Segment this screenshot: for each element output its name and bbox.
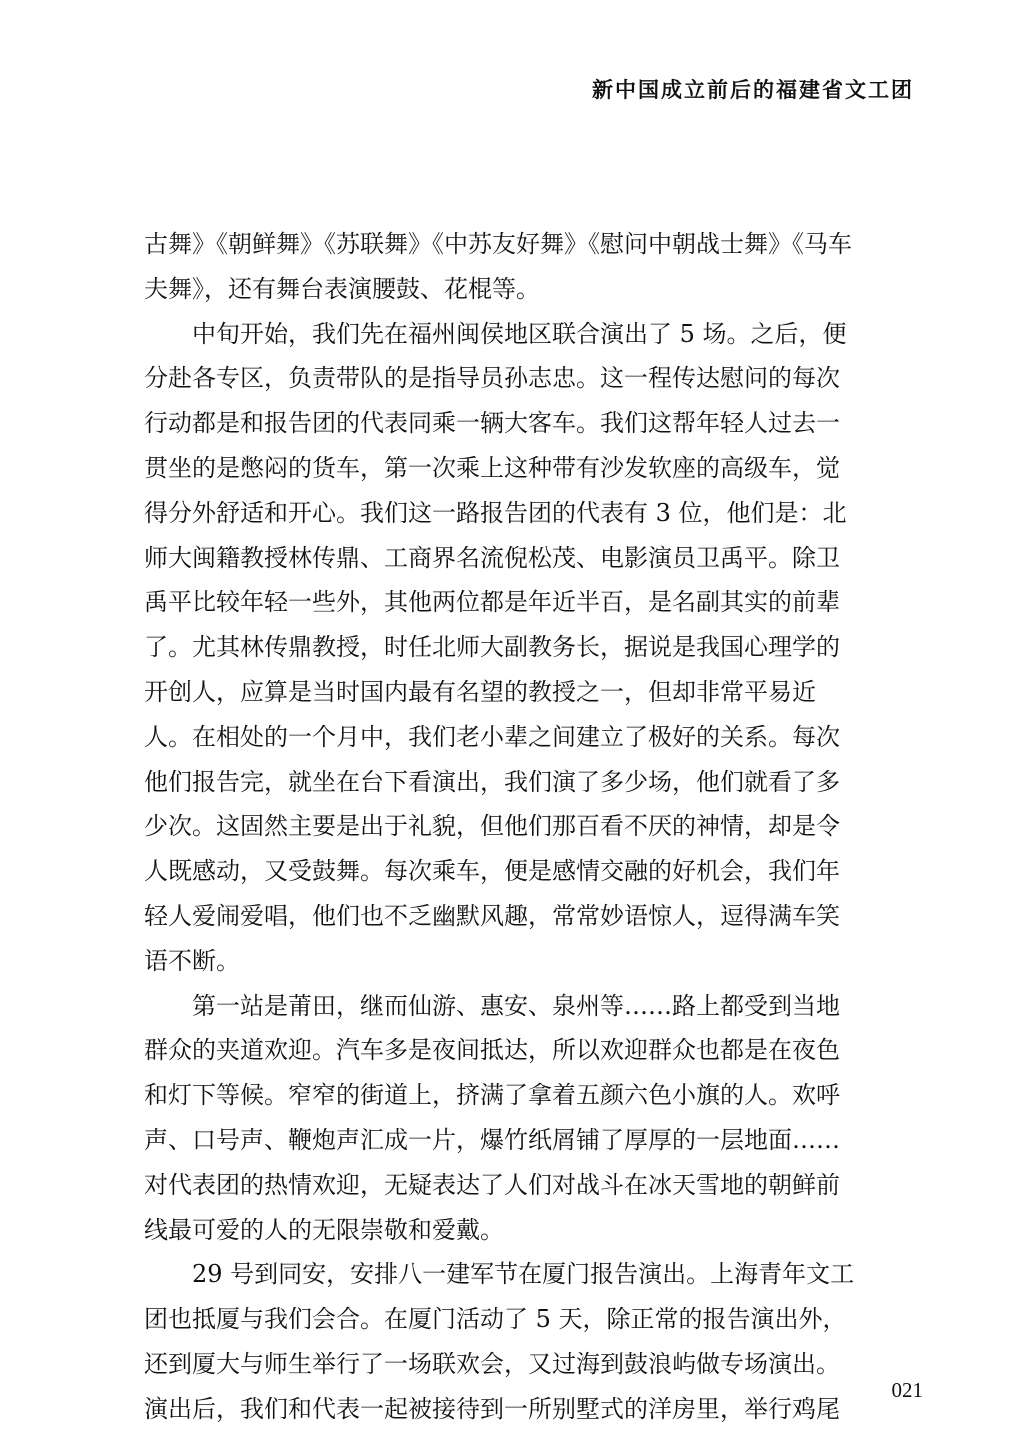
text-line: 29 号到同安，安排八一建军节在厦门报告演出。上海青年文工 xyxy=(192,1260,855,1289)
text-line: 人既感动，又受鼓舞。每次乘车，便是感情交融的好机会，我们年 xyxy=(144,857,840,886)
text-line: 禹平比较年轻一些外，其他两位都是年近半百，是名副其实的前辈 xyxy=(144,588,840,617)
text-line: 得分外舒适和开心。我们这一路报告团的代表有 3 位，他们是：北 xyxy=(144,498,847,527)
running-header-title: 新中国成立前后的福建省文工团 xyxy=(592,77,914,102)
text-line: 线最可爱的人的无限崇敬和爱戴。 xyxy=(144,1215,504,1244)
text-line: 轻人爱闹爱唱，他们也不乏幽默风趣，常常妙语惊人，逗得满车笑 xyxy=(144,901,840,930)
text-line: 少次。这固然主要是出于礼貌，但他们那百看不厌的神情，却是令 xyxy=(144,812,840,841)
text-line: 他们报告完，就坐在台下看演出，我们演了多少场，他们就看了多 xyxy=(144,767,840,796)
text-line: 演出后，我们和代表一起被接待到一所别墅式的洋房里，举行鸡尾 xyxy=(144,1394,840,1423)
text-line: 行动都是和报告团的代表同乘一辆大客车。我们这帮年轻人过去一 xyxy=(144,409,840,438)
text-line: 夫舞》，还有舞台表演腰鼓、花棍等。 xyxy=(144,274,540,303)
text-line: 语不断。 xyxy=(144,946,240,975)
text-line: 对代表团的热情欢迎，无疑表达了人们对战斗在冰天雪地的朝鲜前 xyxy=(144,1170,840,1199)
text-line: 还到厦大与师生举行了一场联欢会，又过海到鼓浪屿做专场演出。 xyxy=(144,1349,840,1378)
text-line: 贯坐的是憋闷的货车，第一次乘上这种带有沙发软座的高级车，觉 xyxy=(144,453,840,482)
text-line: 团也抵厦与我们会合。在厦门活动了 5 天，除正常的报告演出外， xyxy=(144,1305,847,1334)
text-line: 开创人，应算是当时国内最有名望的教授之一，但却非常平易近 xyxy=(144,677,816,706)
text-line: 古舞》《朝鲜舞》《苏联舞》《中苏友好舞》《慰问中朝战士舞》《马车 xyxy=(144,230,852,258)
text-line: 分赴各专区，负责带队的是指导员孙志忠。这一程传达慰问的每次 xyxy=(144,364,840,393)
text-line: 和灯下等候。窄窄的街道上，挤满了拿着五颜六色小旗的人。欢呼 xyxy=(144,1081,840,1110)
body-text xyxy=(144,222,882,1432)
text-line: 声、口号声、鞭炮声汇成一片，爆竹纸屑铺了厚厚的一层地面…… xyxy=(144,1125,840,1154)
text-line: 中旬开始，我们先在福州闽侯地区联合演出了 5 场。之后，便 xyxy=(192,319,847,348)
text-line: 第一站是莆田，继而仙游、惠安、泉州等……路上都受到当地 xyxy=(192,991,840,1020)
text-line: 群众的夹道欢迎。汽车多是夜间抵达，所以欢迎群众也都是在夜色 xyxy=(144,1036,840,1065)
text-line: 人。在相处的一个月中，我们老小辈之间建立了极好的关系。每次 xyxy=(144,722,840,751)
text-line: 师大闽籍教授林传鼎、工商界名流倪松茂、电影演员卫禹平。除卫 xyxy=(144,543,840,572)
text-line: 了。尤其林传鼎教授，时任北师大副教务长，据说是我国心理学的 xyxy=(144,633,840,662)
page-number: 021 xyxy=(891,1378,923,1402)
